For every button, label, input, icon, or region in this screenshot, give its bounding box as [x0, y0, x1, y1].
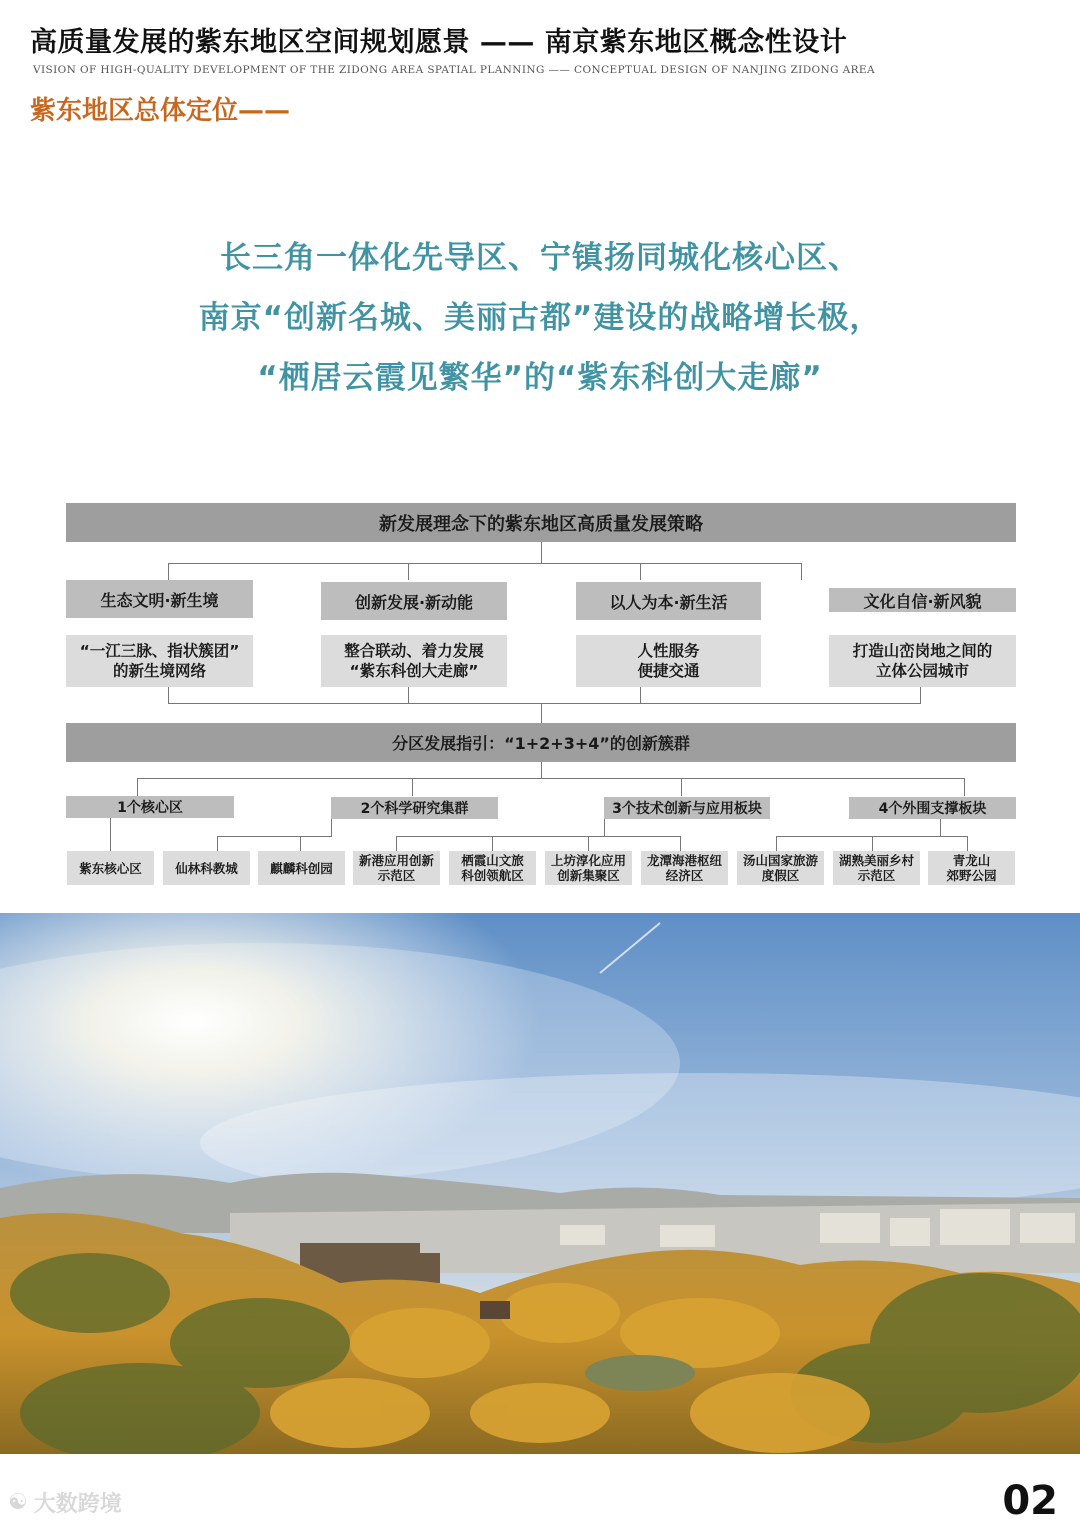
pillar-people-head: 以人为本·新生活 [576, 582, 761, 620]
connector [940, 819, 941, 836]
group-core: 1个核心区 [66, 796, 234, 818]
connector [408, 563, 409, 580]
connector [541, 703, 542, 723]
connector [168, 563, 169, 580]
pillar-culture-body: 打造山峦岗地之间的 立体公园城市 [829, 635, 1016, 687]
pillar-innovation-head: 创新发展·新动能 [321, 582, 507, 620]
leaf-tangshan: 汤山国家旅游 度假区 [737, 851, 824, 885]
slogan-line-2: 南京“创新名城、美丽古都”建设的战略增长极， [198, 300, 882, 336]
slogan-line-1: 长三角一体化先导区、宁镇扬同城化核心区、 [220, 240, 860, 276]
leaf-zidong-core: 紫东核心区 [67, 851, 154, 885]
leaf-shangfang: 上坊淳化应用 创新集聚区 [545, 851, 632, 885]
connector [872, 836, 873, 851]
section-title: 紫东地区总体定位—— [30, 96, 291, 126]
connector [680, 836, 681, 851]
group-science: 2个科学研究集群 [331, 797, 498, 819]
leaf-qinglongshan: 青龙山 郊野公园 [928, 851, 1015, 885]
connector [168, 687, 169, 704]
connector [776, 836, 777, 851]
watermark [8, 1487, 122, 1518]
connector [920, 687, 921, 704]
leaf-hushu: 湖熟美丽乡村 示范区 [833, 851, 920, 885]
page-title: 高质量发展的紫东地区空间规划愿景 —— 南京紫东地区概念性设计 [30, 27, 848, 58]
pillar-culture-head: 文化自信·新风貌 [829, 588, 1016, 612]
pillar-ecology-body: “一江三脉、指状簇团” 的新生境网络 [66, 635, 253, 687]
connector [640, 687, 641, 704]
connector [964, 778, 965, 796]
leaf-longtan: 龙潭海港枢纽 经济区 [641, 851, 728, 885]
connector [217, 836, 332, 837]
connector [137, 778, 138, 796]
pillar-ecology-head: 生态文明·新生境 [66, 580, 253, 618]
leaf-qilin: 麒麟科创园 [258, 851, 345, 885]
connector [492, 836, 493, 851]
leaf-xianlin: 仙林科教城 [163, 851, 250, 885]
page-number: 02 [1002, 1478, 1058, 1524]
connector [396, 836, 681, 837]
group-tech: 3个技术创新与应用板块 [604, 797, 770, 819]
connector [300, 836, 301, 851]
connector [640, 563, 641, 580]
connector [541, 542, 542, 564]
connector [412, 778, 413, 796]
connector [967, 836, 968, 851]
connector [331, 819, 332, 836]
connector [541, 762, 542, 779]
page-subtitle-en: VISION OF HIGH-QUALITY DEVELOPMENT OF THE ZIDONG AREA SPATIAL PLANNING —— CONCEPTUAL DESIGN OF NANJING ZIDONG AREA [33, 64, 875, 76]
watermark-logo-icon: ☯ [8, 1490, 28, 1515]
connector [168, 563, 802, 564]
leaf-xingang: 新港应用创新 示范区 [353, 851, 440, 885]
connector [681, 778, 682, 796]
connector [396, 836, 397, 851]
landscape-photo [0, 913, 1080, 1454]
connector [604, 819, 605, 836]
watermark-text: 大数跨境 [33, 1492, 122, 1517]
slogan-line-3: “栖居云霞见繁华”的“紫东科创大走廊” [257, 360, 823, 396]
connector [408, 687, 409, 704]
connector [588, 836, 589, 851]
pillar-innovation-body: 整合联动、着力发展 “紫东科创大走廊” [321, 635, 507, 687]
connector [168, 703, 921, 704]
group-support: 4个外围支撑板块 [849, 797, 1016, 819]
leaf-qixiashan: 栖霞山文旅 科创领航区 [449, 851, 536, 885]
connector [801, 563, 802, 580]
pillar-people-body: 人性服务 便捷交通 [576, 635, 761, 687]
strategy-title-bar: 新发展理念下的紫东地区高质量发展策略 [66, 503, 1016, 542]
connector [137, 778, 965, 779]
connector [110, 818, 111, 851]
zoning-guidance-bar: 分区发展指引：“1+2+3+4”的创新簇群 [66, 723, 1016, 762]
connector [217, 836, 218, 851]
